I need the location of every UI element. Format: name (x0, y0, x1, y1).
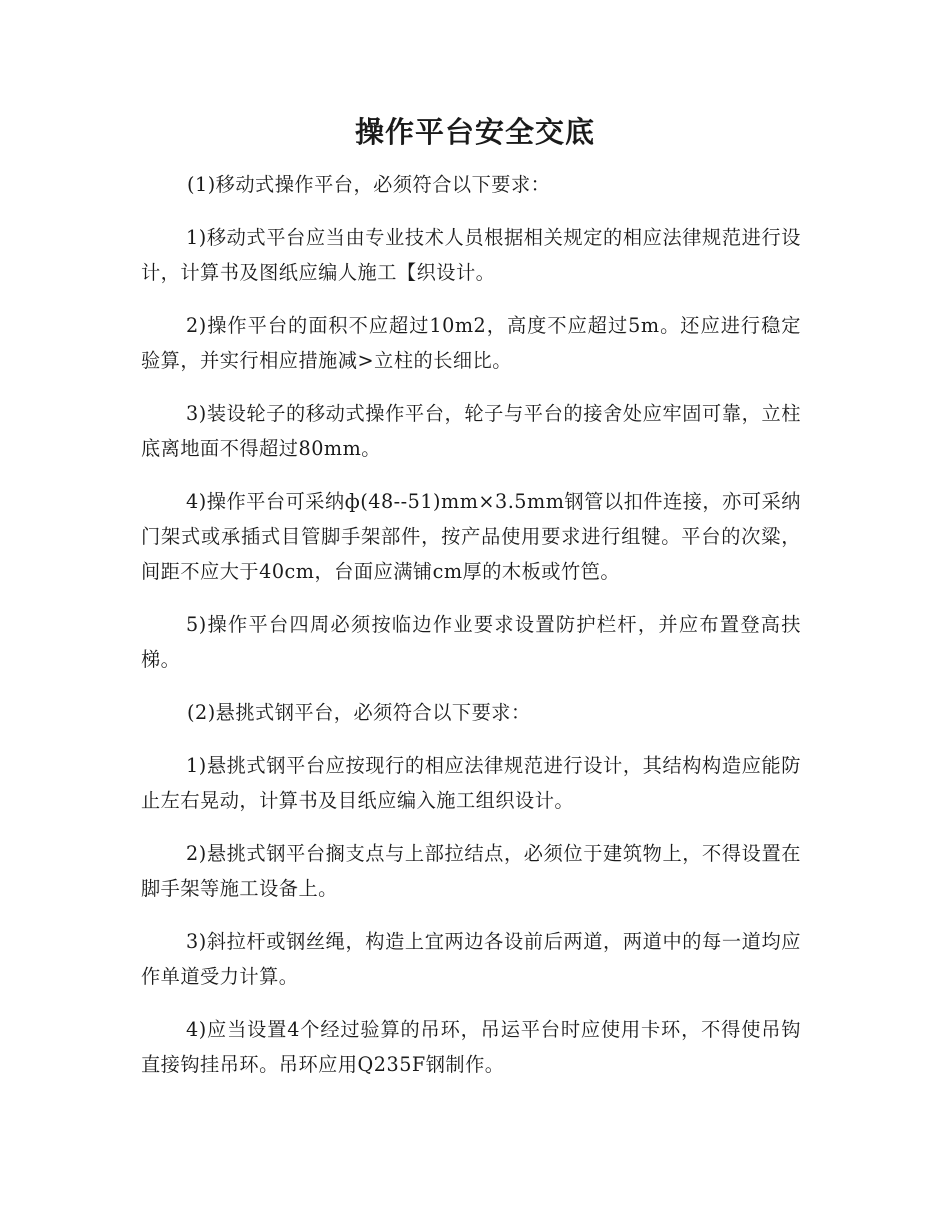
paragraph-mobile-2: 2)操作平台的面积不应超过10m2，高度不应超过5m。还应进行稳定验算，并实行相应措施减>立柱的长细比。 (141, 314, 801, 372)
section-heading-cantilever-platform: (2)悬挑式钢平台，必须符合以下要求： (187, 701, 531, 724)
document-title: 操作平台安全交底 (354, 115, 595, 149)
paragraph-cantilever-2: 2)悬挑式钢平台搁支点与上部拉结点，必须位于建筑物上，不得设置在脚手架等施工设备上。 (141, 842, 801, 900)
document-body (141, 167, 801, 1100)
paragraph-mobile-1: 1)移动式平台应当由专业技术人员根据相关规定的相应法律规范进行设计，计算书及图纸应编人施工【织设计。 (141, 226, 801, 284)
paragraph-cantilever-3: 3)斜拉杆或钢丝绳，构造上宜两边各设前后两道，两道中的每一道均应作单道受力计算。 (141, 930, 801, 988)
paragraph-cantilever-4: 4)应当设置4个经过验算的吊环，吊运平台时应使用卡环，不得使吊钩直接钩挂吊环。吊环应用Q235F钢制作。 (141, 1018, 801, 1076)
paragraph-cantilever-1: 1)悬挑式钢平台应按现行的相应法律规范进行设计，其结构构造应能防止左右晃动，计算书及目纸应编入施工组织设计。 (141, 754, 801, 812)
paragraph-mobile-4: 4)操作平台可采纳ф(48--51)mm×3.5mm钢管以扣件连接，亦可采纳门架式或承插式目管脚手架部件，按产品使用要求进行组犍。平台的次粱，间距不应大于40cm，台面应满铺cm厚的木板或竹笆。 (141, 490, 801, 583)
section-heading-mobile-platform: (1)移动式操作平台，必须符合以下要求： (187, 173, 551, 196)
paragraph-mobile-3: 3)装设轮子的移动式操作平台，轮子与平台的接舍处应牢固可靠，立柱底离地面不得超过80mm。 (141, 402, 801, 460)
paragraph-mobile-5: 5)操作平台四周必须按临边作业要求设置防护栏杆，并应布置登高扶梯。 (141, 613, 801, 671)
